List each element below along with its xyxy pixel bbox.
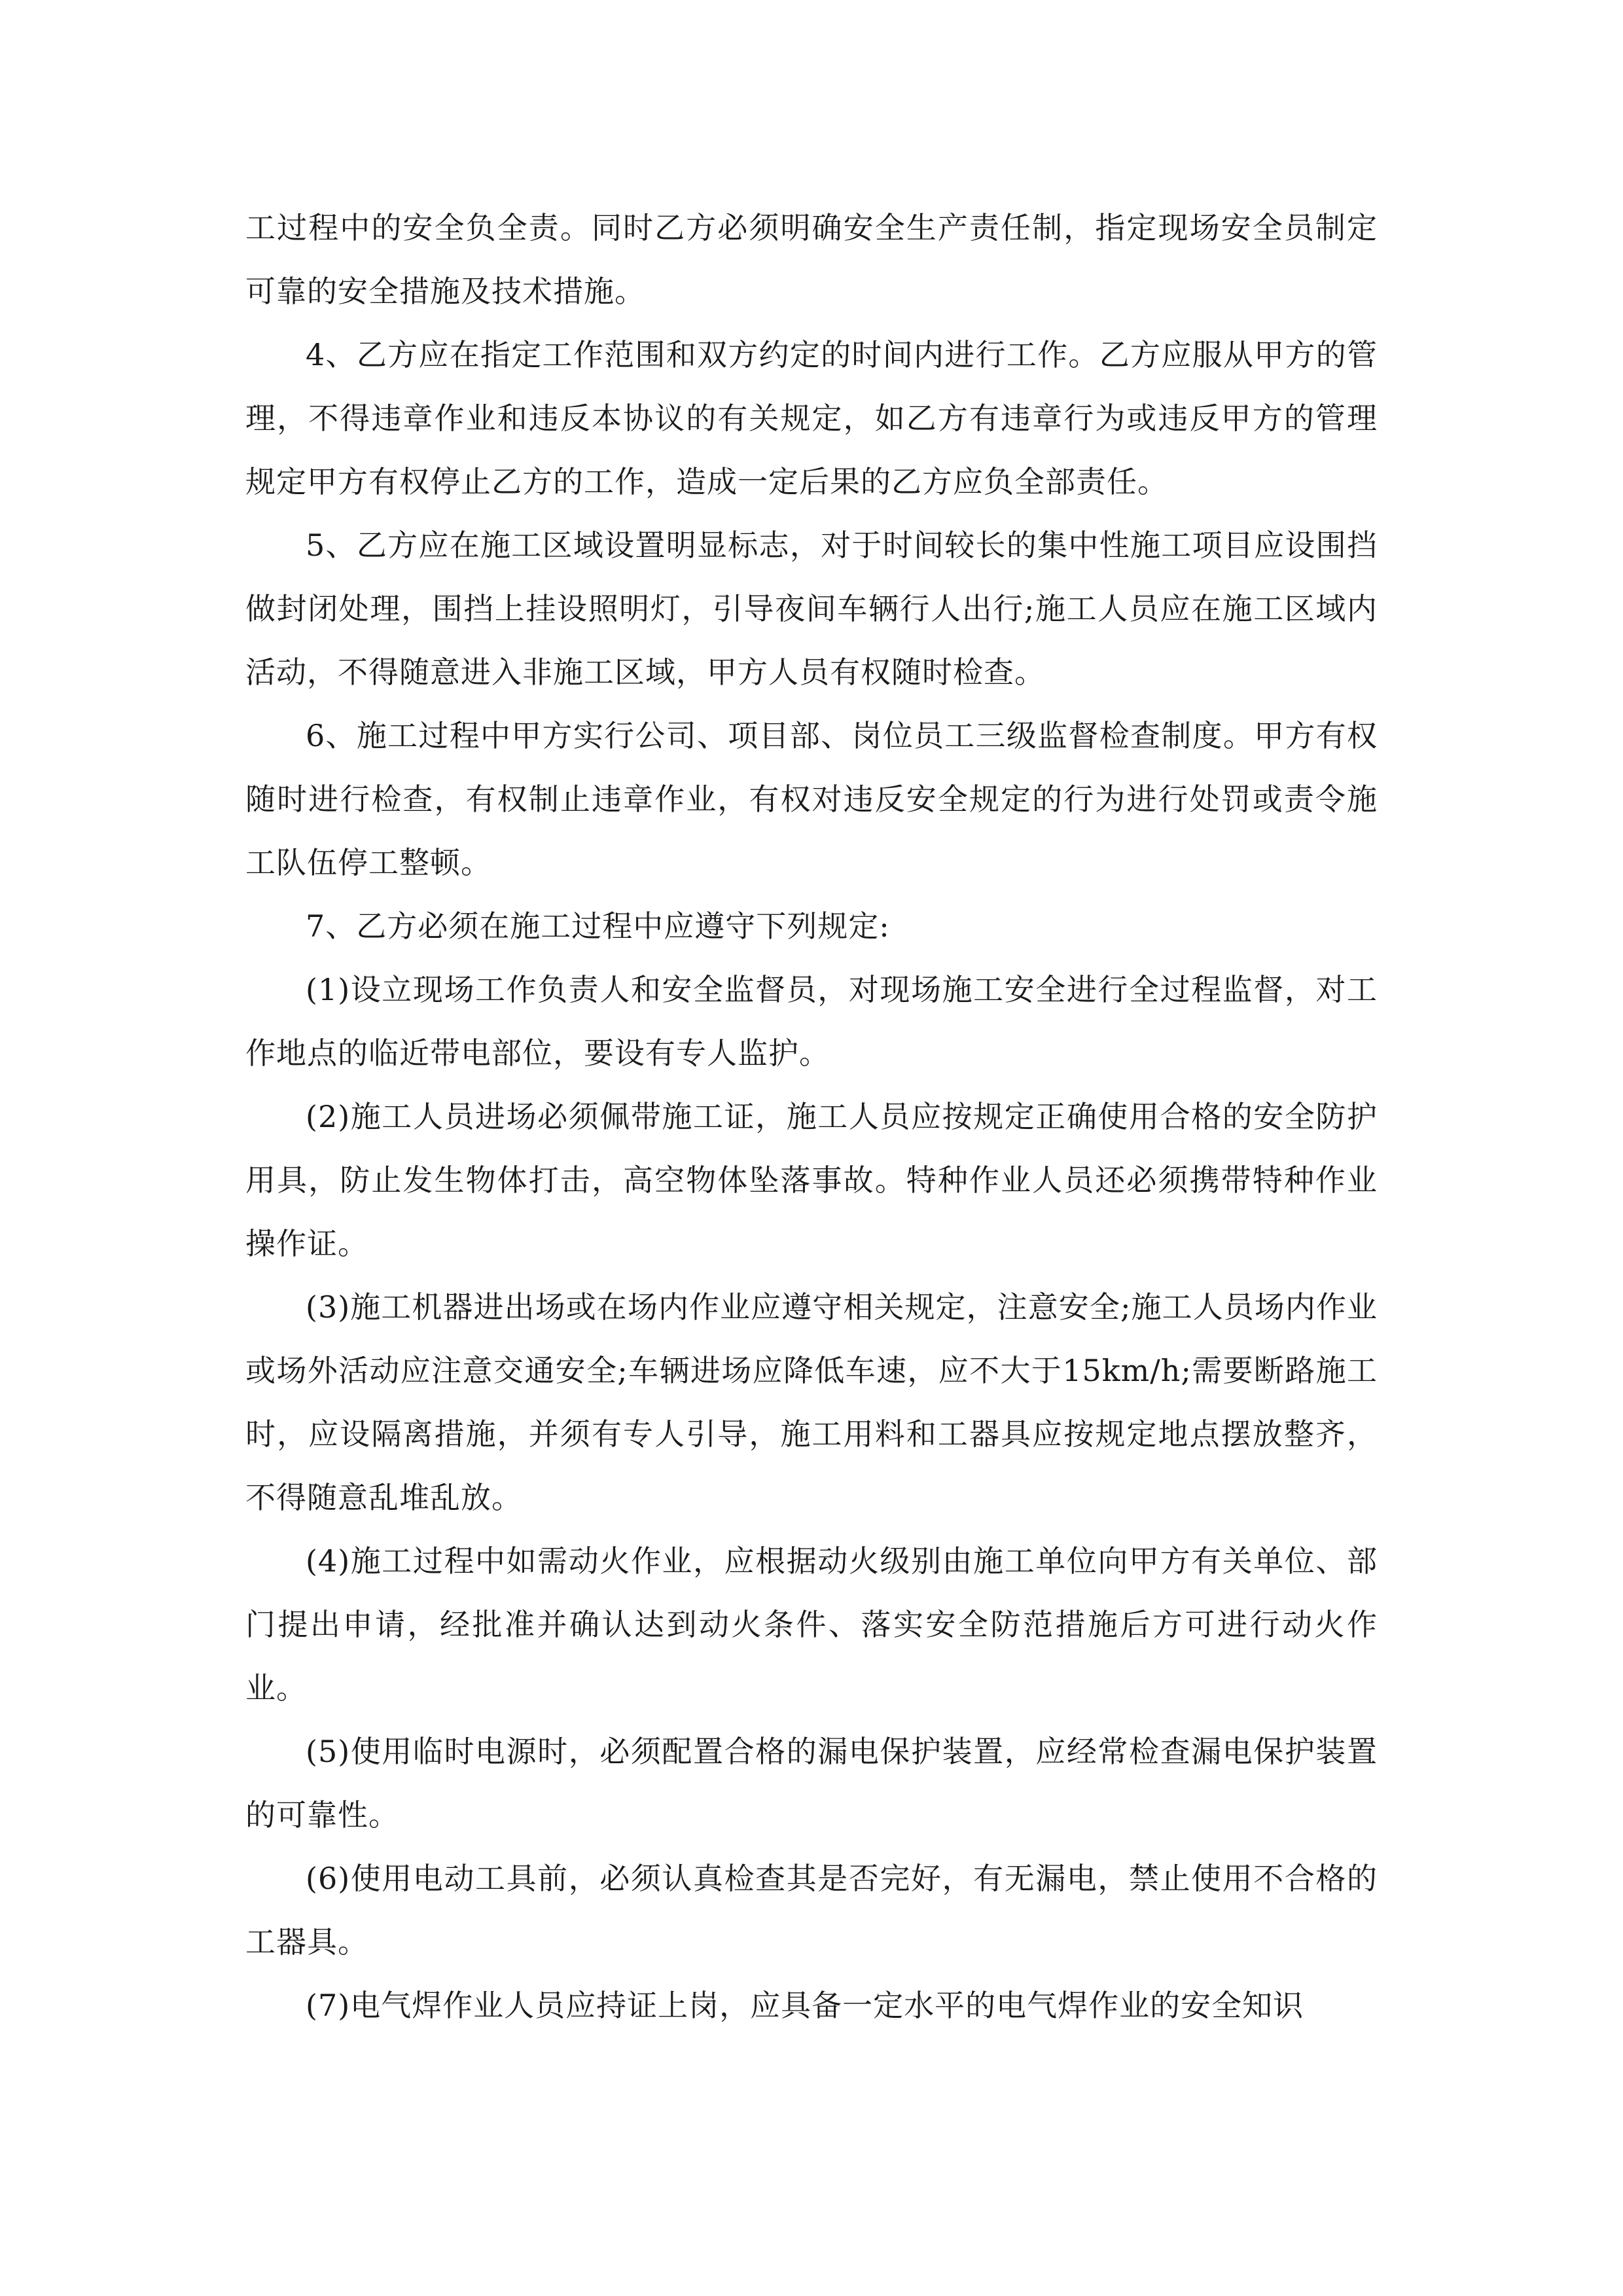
paragraph-item-4: (4)施工过程中如需动火作业，应根据动火级别由施工单位向甲方有关单位、部门提出申请，经批准并确认达到动火条件、落实安全防范措施后方可进行动火作业。	[245, 1543, 1378, 1706]
paragraph-clause-7: 7、乙方必须在施工过程中应遵守下列规定:	[306, 908, 890, 944]
paragraph-item-6: (6)使用电动工具前，必须认真检查其是否完好，有无漏电，禁止使用不合格的工器具。	[245, 1861, 1378, 1960]
paragraph-item-2: (2)施工人员进场必须佩带施工证，施工人员应按规定正确使用合格的安全防护用具，防止发生物体打击，高空物体坠落事故。特种作业人员还必须携带特种作业操作证。	[245, 1099, 1378, 1261]
paragraph-clause-4: 4、乙方应在指定工作范围和双方约定的时间内进行工作。乙方应服从甲方的管理，不得违章作业和违反本协议的有关规定，如乙方有违章行为或违反甲方的管理规定甲方有权停止乙方的工作，造成一定后果的乙方应负全部责任。	[245, 337, 1378, 499]
paragraph-continuation: 工过程中的安全负全责。同时乙方必须明确安全生产责任制，指定现场安全员制定可靠的安全措施及技术措施。	[245, 210, 1378, 309]
paragraph-clause-5: 5、乙方应在施工区域设置明显标志，对于时间较长的集中性施工项目应设围挡做封闭处理，围挡上挂设照明灯，引导夜间车辆行人出行;施工人员应在施工区域内活动，不得随意进入非施工区域，甲方人员有权随时检查。	[245, 528, 1378, 690]
body-text	[245, 196, 1378, 2037]
paragraph-item-5: (5)使用临时电源时，必须配置合格的漏电保护装置，应经常检查漏电保护装置的可靠性。	[245, 1734, 1378, 1833]
paragraph-item-7: (7)电气焊作业人员应持证上岗，应具备一定水平的电气焊作业的安全知识	[306, 1988, 1304, 2023]
paragraph-clause-6: 6、施工过程中甲方实行公司、项目部、岗位员工三级监督检查制度。甲方有权随时进行检查，有权制止违章作业，有权对违反安全规定的行为进行处罚或责令施工队伍停工整顿。	[245, 718, 1378, 880]
paragraph-item-3: (3)施工机器进出场或在场内作业应遵守相关规定，注意安全;施工人员场内作业或场外活动应注意交通安全;车辆进场应降低车速，应不大于15km/h;需要断路施工时，应设隔离措施，并须有专人引导，施工用料和工器具应按规定地点摆放整齐，不得随意乱堆乱放。	[245, 1289, 1378, 1515]
paragraph-item-1: (1)设立现场工作负责人和安全监督员，对现场施工安全进行全过程监督，对工作地点的临近带电部位，要设有专人监护。	[245, 972, 1378, 1071]
